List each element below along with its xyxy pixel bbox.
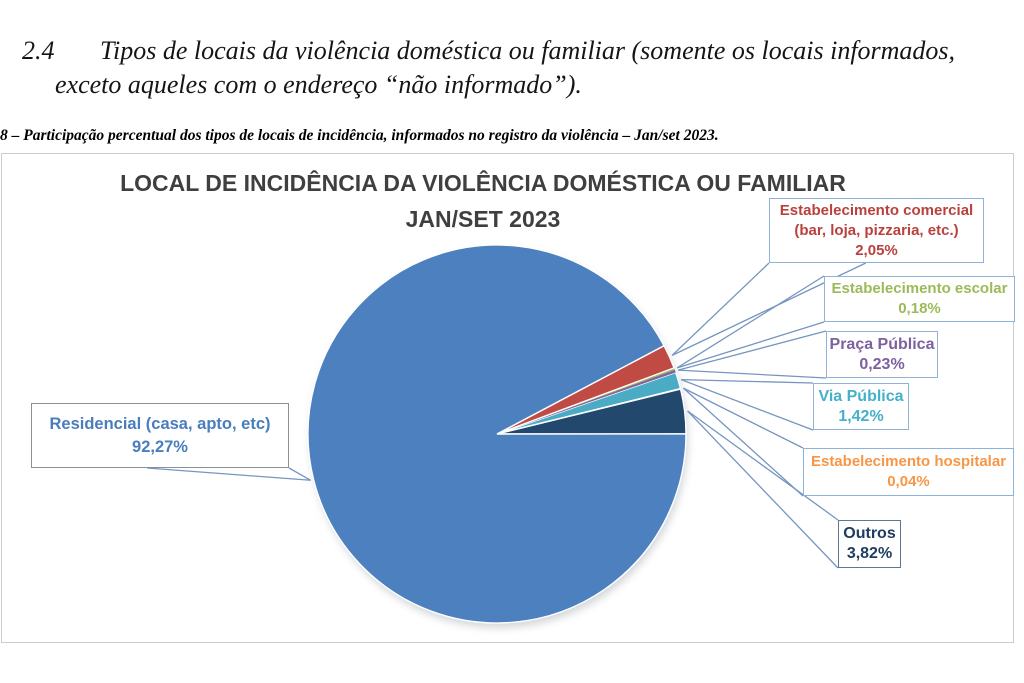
section-heading-line1: Tipos de locais da violência doméstica ou familiar (somente os locais informados, bbox=[100, 36, 956, 65]
callout-via-value: 1,42% bbox=[838, 407, 884, 425]
chart-panel bbox=[1, 153, 1014, 643]
leader-line-via_publica bbox=[681, 380, 813, 383]
leader-line-escolar bbox=[677, 276, 824, 368]
leader-line-praca_publica bbox=[678, 370, 826, 378]
callout-comercial-value: 2,05% bbox=[855, 241, 898, 259]
chart-title-line1: LOCAL DE INCIDÊNCIA DA VIOLÊNCIA DOMÉSTICA OU FAMILIAR bbox=[120, 170, 846, 196]
section-heading-line2: exceto aqueles com o endereço “não informado”). bbox=[55, 70, 582, 99]
callout-escolar-value: 0,18% bbox=[898, 300, 941, 317]
callout-outros-value: 3,82% bbox=[846, 545, 893, 562]
callout-via-publica bbox=[813, 383, 909, 430]
callout-hospitalar bbox=[803, 448, 1014, 496]
section-heading bbox=[0, 34, 1010, 102]
figure-caption: 8 – Participação percentual dos tipos de locais de incidência, informados no registro da violência – Jan/set 2023. bbox=[0, 127, 719, 144]
callout-residencial-value: 92,27% bbox=[132, 437, 188, 456]
leader-line-via_publica bbox=[681, 380, 813, 430]
callout-residencial bbox=[31, 403, 289, 468]
callout-escolar-label: Estabelecimento escolar bbox=[831, 280, 1008, 297]
callout-comercial-label2: (bar, loja, pizzaria, etc.) bbox=[794, 221, 959, 239]
leader-line-residencial bbox=[147, 468, 311, 480]
pie-slice-residencial bbox=[308, 245, 686, 623]
callout-outros bbox=[838, 520, 901, 568]
leader-line-comercial bbox=[672, 263, 769, 355]
callout-praca-publica bbox=[826, 331, 938, 378]
leader-line-praca_publica bbox=[678, 331, 826, 370]
callout-outros-label: Outros bbox=[843, 525, 896, 542]
chart-title-line2: JAN/SET 2023 bbox=[405, 206, 561, 232]
callout-comercial bbox=[769, 198, 984, 263]
leader-line-hospitalar bbox=[683, 388, 803, 496]
callout-via-label: Via Pública bbox=[818, 387, 904, 405]
callout-comercial-label1: Estabelecimento comercial bbox=[779, 201, 974, 219]
callout-praca-value: 0,23% bbox=[859, 355, 905, 373]
callout-escolar bbox=[824, 276, 1015, 322]
pie-slices bbox=[308, 245, 686, 623]
leader-line-hospitalar bbox=[683, 388, 803, 448]
callout-hospitalar-value: 0,04% bbox=[887, 473, 930, 490]
callout-hospitalar-label: Estabelecimento hospitalar bbox=[810, 453, 1007, 470]
callout-residencial-label: Residencial (casa, apto, etc) bbox=[49, 414, 271, 433]
callout-praca-label: Praça Pública bbox=[829, 335, 935, 353]
section-number: 2.4 bbox=[22, 36, 55, 65]
